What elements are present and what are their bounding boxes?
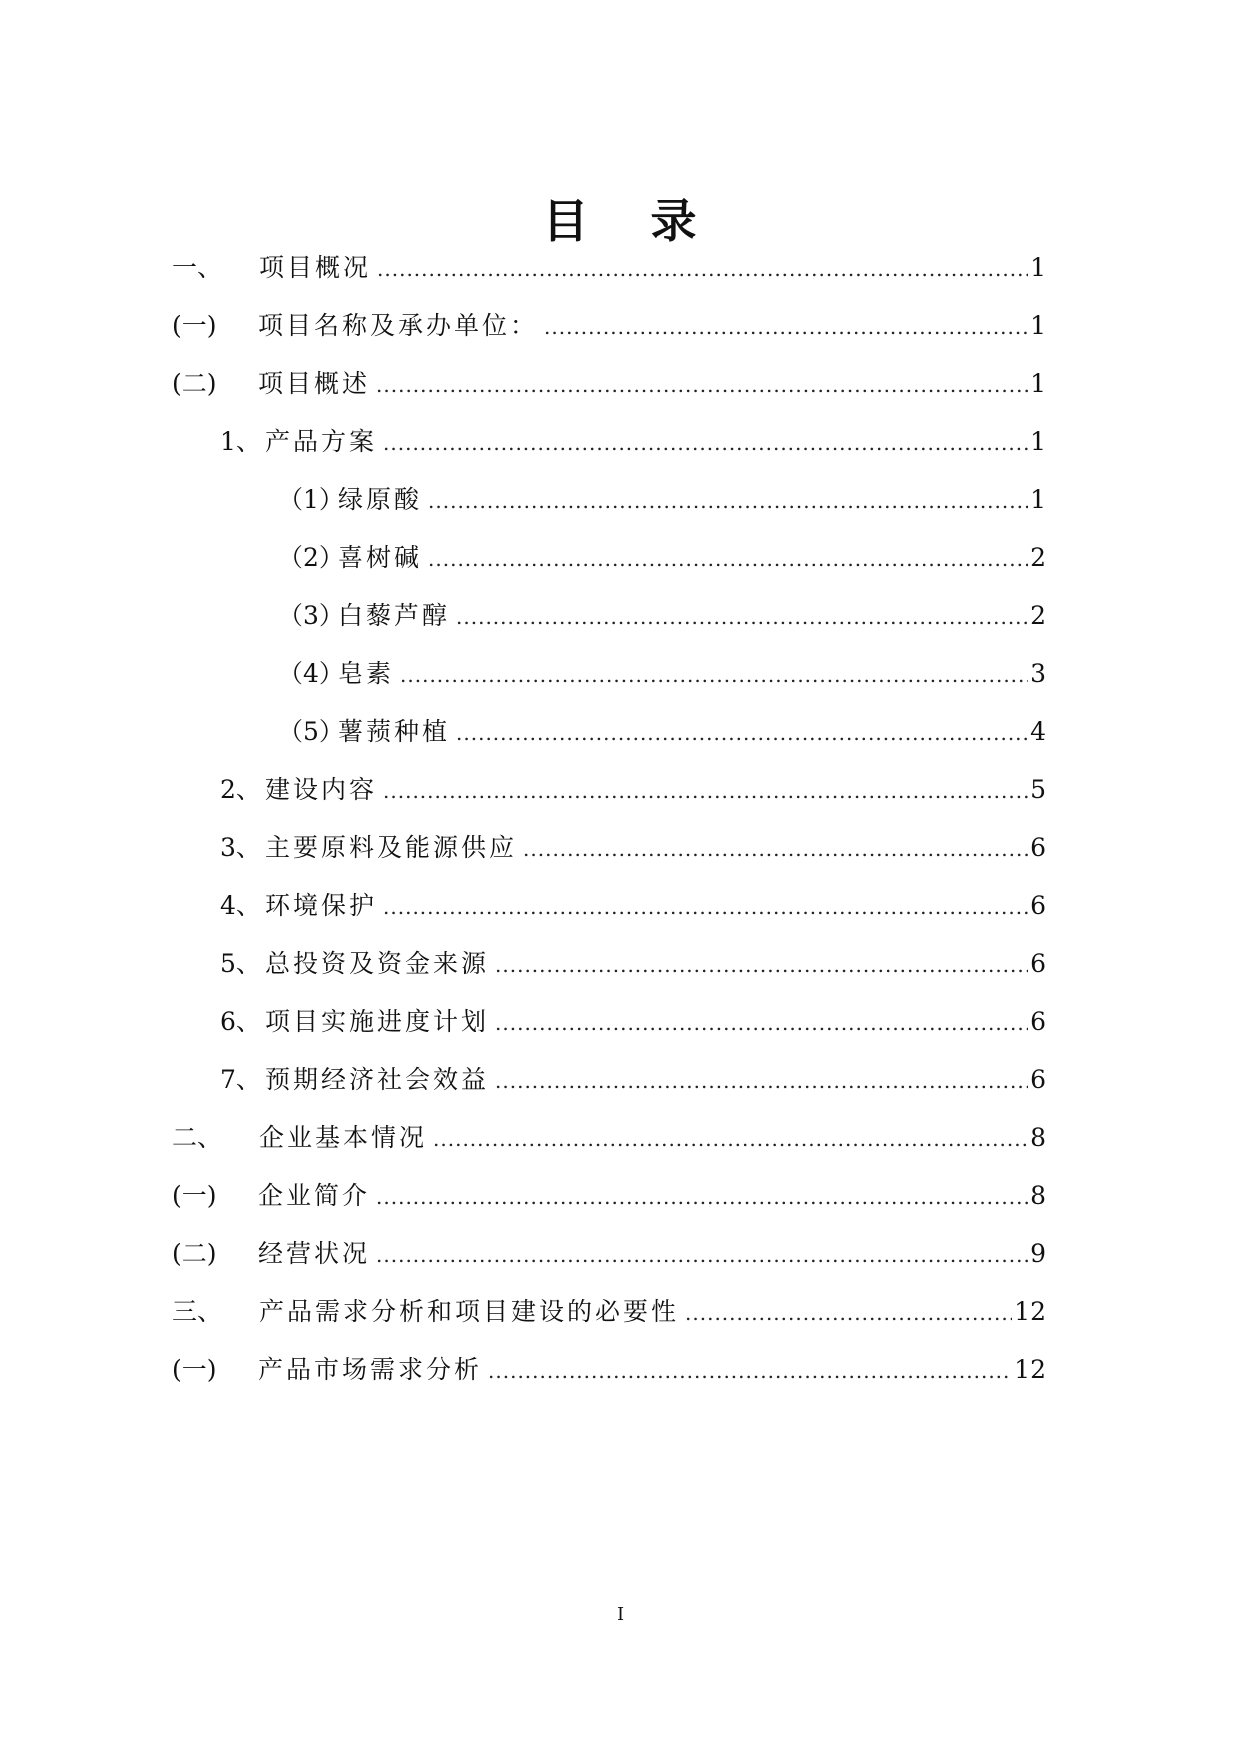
toc-entry-title: 薯蓣种植 xyxy=(338,717,451,746)
toc-entry[interactable] xyxy=(278,596,1046,636)
toc-entry[interactable] xyxy=(220,770,1046,810)
toc-entry[interactable] xyxy=(172,248,1046,288)
toc-entry-title: 白藜芦醇 xyxy=(338,601,451,630)
toc-leader-dots xyxy=(376,365,1028,405)
toc-entry[interactable] xyxy=(220,1002,1046,1042)
toc-entry-number: （4） xyxy=(278,659,344,688)
title-char-1: 目 xyxy=(542,194,591,248)
toc-entry[interactable] xyxy=(172,1292,1046,1332)
toc-entry-number: 三、 xyxy=(172,1297,223,1326)
toc-entry-page: 8 xyxy=(1030,1123,1046,1152)
toc-leader-dots xyxy=(495,945,1028,985)
toc-entry-title: 建设内容 xyxy=(265,775,378,804)
toc-leader-dots xyxy=(377,249,1028,289)
toc-entry-page: 1 xyxy=(1030,427,1046,456)
toc-entry[interactable] xyxy=(278,538,1046,578)
toc-entry[interactable] xyxy=(220,422,1046,462)
toc-entry-number: 7、 xyxy=(220,1065,261,1094)
toc-entry-title: 企业基本情况 xyxy=(259,1123,428,1152)
toc-entry[interactable] xyxy=(278,480,1046,520)
toc-entry-number: （3） xyxy=(278,601,344,630)
toc-entry-title: 预期经济社会效益 xyxy=(265,1065,490,1094)
toc-leader-dots xyxy=(383,887,1028,927)
toc-entry-number: (二) xyxy=(172,1239,217,1268)
toc-entry-page: 5 xyxy=(1030,775,1046,804)
toc-entry[interactable] xyxy=(172,306,1046,346)
toc-entry-number: 一、 xyxy=(172,253,223,282)
page-number: I xyxy=(616,1604,625,1625)
toc-leader-dots xyxy=(428,481,1028,521)
toc-leader-dots xyxy=(383,771,1028,811)
toc-entry-page: 9 xyxy=(1030,1239,1046,1268)
toc-entry-page: 12 xyxy=(1014,1297,1046,1326)
toc-entry-page: 1 xyxy=(1030,485,1046,514)
toc-entry[interactable] xyxy=(278,712,1046,752)
toc-entry-title: 主要原料及能源供应 xyxy=(265,833,518,862)
toc-entry[interactable] xyxy=(172,1118,1046,1158)
toc-leader-dots xyxy=(456,597,1028,637)
toc-entry-title: 经营状况 xyxy=(258,1239,371,1268)
toc-entry-title: 项目名称及承办单位： xyxy=(258,311,539,340)
toc-entry-page: 6 xyxy=(1030,833,1046,862)
toc-entry-number: 1、 xyxy=(220,427,261,456)
toc-entry-number: （2） xyxy=(278,543,344,572)
toc-entry-page: 3 xyxy=(1030,659,1046,688)
toc-entry[interactable] xyxy=(172,1176,1046,1216)
toc-entry-page: 6 xyxy=(1030,949,1046,978)
toc-entry-title: 环境保护 xyxy=(265,891,378,920)
toc-leader-dots xyxy=(685,1293,1012,1333)
toc-leader-dots xyxy=(495,1003,1028,1043)
toc-entry-number: （1） xyxy=(278,485,344,514)
toc-entry[interactable] xyxy=(278,654,1046,694)
toc-entry-page: 1 xyxy=(1030,311,1046,340)
toc-entry-number: (一) xyxy=(172,1181,217,1210)
toc-leader-dots xyxy=(456,713,1028,753)
toc-entry-title: 总投资及资金来源 xyxy=(265,949,490,978)
toc-entry[interactable] xyxy=(172,1234,1046,1274)
toc-entry-page: 12 xyxy=(1014,1355,1046,1384)
toc-leader-dots xyxy=(376,1177,1028,1217)
toc-entry-title: 产品市场需求分析 xyxy=(258,1355,483,1384)
toc-entry-title: 产品方案 xyxy=(265,427,378,456)
toc-entry-title: 企业简介 xyxy=(258,1181,371,1210)
toc-entry-page: 8 xyxy=(1030,1181,1046,1210)
toc-leader-dots xyxy=(433,1119,1028,1159)
toc-leader-dots xyxy=(488,1351,1012,1391)
toc-entry[interactable] xyxy=(172,364,1046,404)
toc-leader-dots xyxy=(400,655,1028,695)
toc-entry[interactable] xyxy=(220,886,1046,926)
toc-entry-page: 2 xyxy=(1030,543,1046,572)
toc-entry-number: 3、 xyxy=(220,833,261,862)
toc-entry-page: 1 xyxy=(1030,253,1046,282)
toc-entry-title: 项目实施进度计划 xyxy=(265,1007,490,1036)
toc-entry-number: 6、 xyxy=(220,1007,261,1036)
toc-entry-title: 项目概述 xyxy=(258,369,371,398)
toc-entry-number: 2、 xyxy=(220,775,261,804)
toc-entry-number: 二、 xyxy=(172,1123,223,1152)
toc-entry-number: （5） xyxy=(278,717,344,746)
toc-leader-dots xyxy=(544,307,1028,347)
toc-entry-page: 1 xyxy=(1030,369,1046,398)
toc-entry-number: (一) xyxy=(172,1355,217,1384)
toc-entry-page: 4 xyxy=(1030,717,1046,746)
toc-entry-page: 6 xyxy=(1030,1065,1046,1094)
toc-leader-dots xyxy=(523,829,1028,869)
toc-entry-title: 喜树碱 xyxy=(338,543,423,572)
title-char-2: 录 xyxy=(650,194,699,248)
toc-entry-number: 4、 xyxy=(220,891,261,920)
toc-entry-number: 5、 xyxy=(220,949,261,978)
toc-entry[interactable] xyxy=(220,944,1046,984)
toc-entry-number: (一) xyxy=(172,311,217,340)
toc-entry-title: 皂素 xyxy=(338,659,395,688)
toc-entry-page: 2 xyxy=(1030,601,1046,630)
toc-entry-page: 6 xyxy=(1030,891,1046,920)
toc-entry-title: 产品需求分析和项目建设的必要性 xyxy=(259,1297,680,1326)
toc-entry-number: (二) xyxy=(172,369,217,398)
toc-entry[interactable] xyxy=(220,828,1046,868)
toc-leader-dots xyxy=(495,1061,1028,1101)
toc-leader-dots xyxy=(376,1235,1028,1275)
toc-leader-dots xyxy=(383,423,1028,463)
toc-entry[interactable] xyxy=(220,1060,1046,1100)
toc-entry-title: 项目概况 xyxy=(259,253,372,282)
toc-entry-title: 绿原酸 xyxy=(338,485,423,514)
toc-leader-dots xyxy=(428,539,1028,579)
toc-entry[interactable] xyxy=(172,1350,1046,1390)
toc-entry-page: 6 xyxy=(1030,1007,1046,1036)
